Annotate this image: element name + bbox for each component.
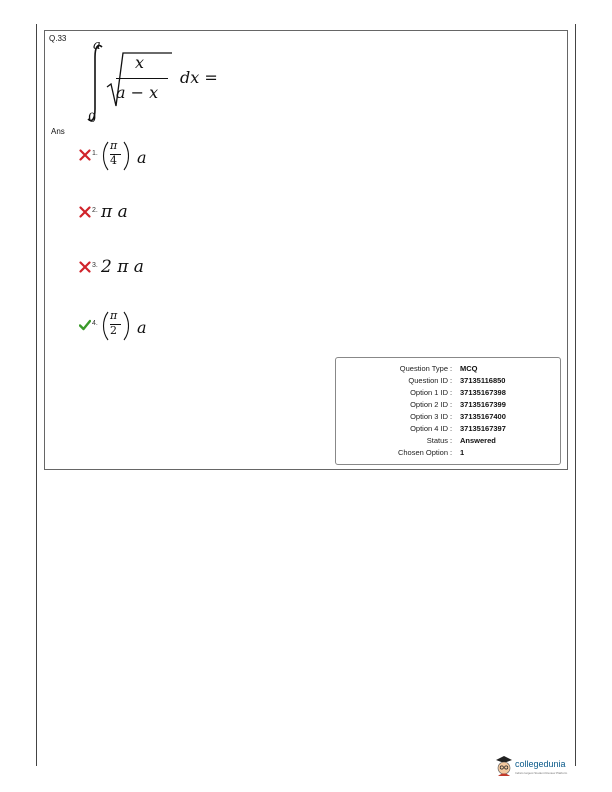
info-row: Status : Answered [426,436,496,445]
info-label: Option 1 ID [410,388,448,397]
info-value: MCQ [460,364,478,373]
collegedunia-logo[interactable] [494,755,574,781]
info-label: Option 4 ID [410,424,448,433]
correct-check-icon [79,319,91,331]
info-value: Answered [460,436,496,445]
info-row: Option 3 ID : 37135167400 [410,412,506,421]
option-number: 1. [92,150,98,157]
integral-lower-limit: 0 [88,111,97,126]
wrong-cross-icon [79,149,91,161]
option-3[interactable] [79,257,279,301]
option-frac-numerator: π [110,309,118,322]
info-row: Question ID : 37135116850 [408,376,506,385]
option-2[interactable] [79,202,279,246]
info-value: 37135167398 [460,388,506,397]
option-expression: π a [101,202,128,222]
info-value: 37135167400 [460,412,506,421]
info-value: 37135167399 [460,400,506,409]
option-variable: a [137,148,147,167]
info-label: Option 2 ID [410,400,448,409]
question-number: Q.33 [49,34,67,43]
page-rule-left [36,24,37,766]
info-label: Status [426,436,448,445]
option-frac-denominator: 4 [110,154,117,167]
option-fraction [101,141,131,171]
option-number: 3. [92,262,98,269]
integral-upper-limit: a [93,38,101,53]
wrong-cross-icon [79,261,91,273]
answer-label: Ans [51,127,65,136]
student-mascot-icon [494,755,514,777]
integral-tail: dx = [180,68,218,87]
info-value: 1 [460,448,465,457]
wrong-cross-icon [79,206,91,218]
info-label: Question ID [408,376,448,385]
option-1[interactable] [79,139,279,189]
question-panel [44,30,568,470]
option-number: 2. [92,207,98,214]
fraction-denominator: a − x [116,83,159,102]
info-value: 37135167397 [460,424,506,433]
option-fraction [101,311,131,341]
info-label: Chosen Option [397,448,448,457]
info-label: Question Type [399,364,448,373]
fraction-numerator: x [135,53,145,72]
option-frac-denominator: 2 [110,324,117,337]
info-value: 37135116850 [460,376,506,385]
option-expression: 2 π a [101,257,144,277]
option-4[interactable] [79,309,279,359]
page-rule-right [575,24,576,766]
question-info-box [335,357,561,465]
option-frac-numerator: π [110,139,118,152]
info-row: Option 1 ID : 37135167398 [410,388,506,397]
info-row: Option 4 ID : 37135167397 [410,424,506,433]
info-row: Chosen Option : 1 [397,448,465,457]
info-row: Question Type : MCQ [399,364,478,373]
info-label: Option 3 ID [410,412,448,421]
option-variable: a [137,318,147,337]
fraction-bar [116,78,168,79]
brand-name: collegedunia [515,759,566,769]
info-row: Option 2 ID : 37135167399 [410,400,506,409]
option-number: 4. [92,320,98,327]
brand-tagline: India's largest Student Review Platform [515,771,568,775]
